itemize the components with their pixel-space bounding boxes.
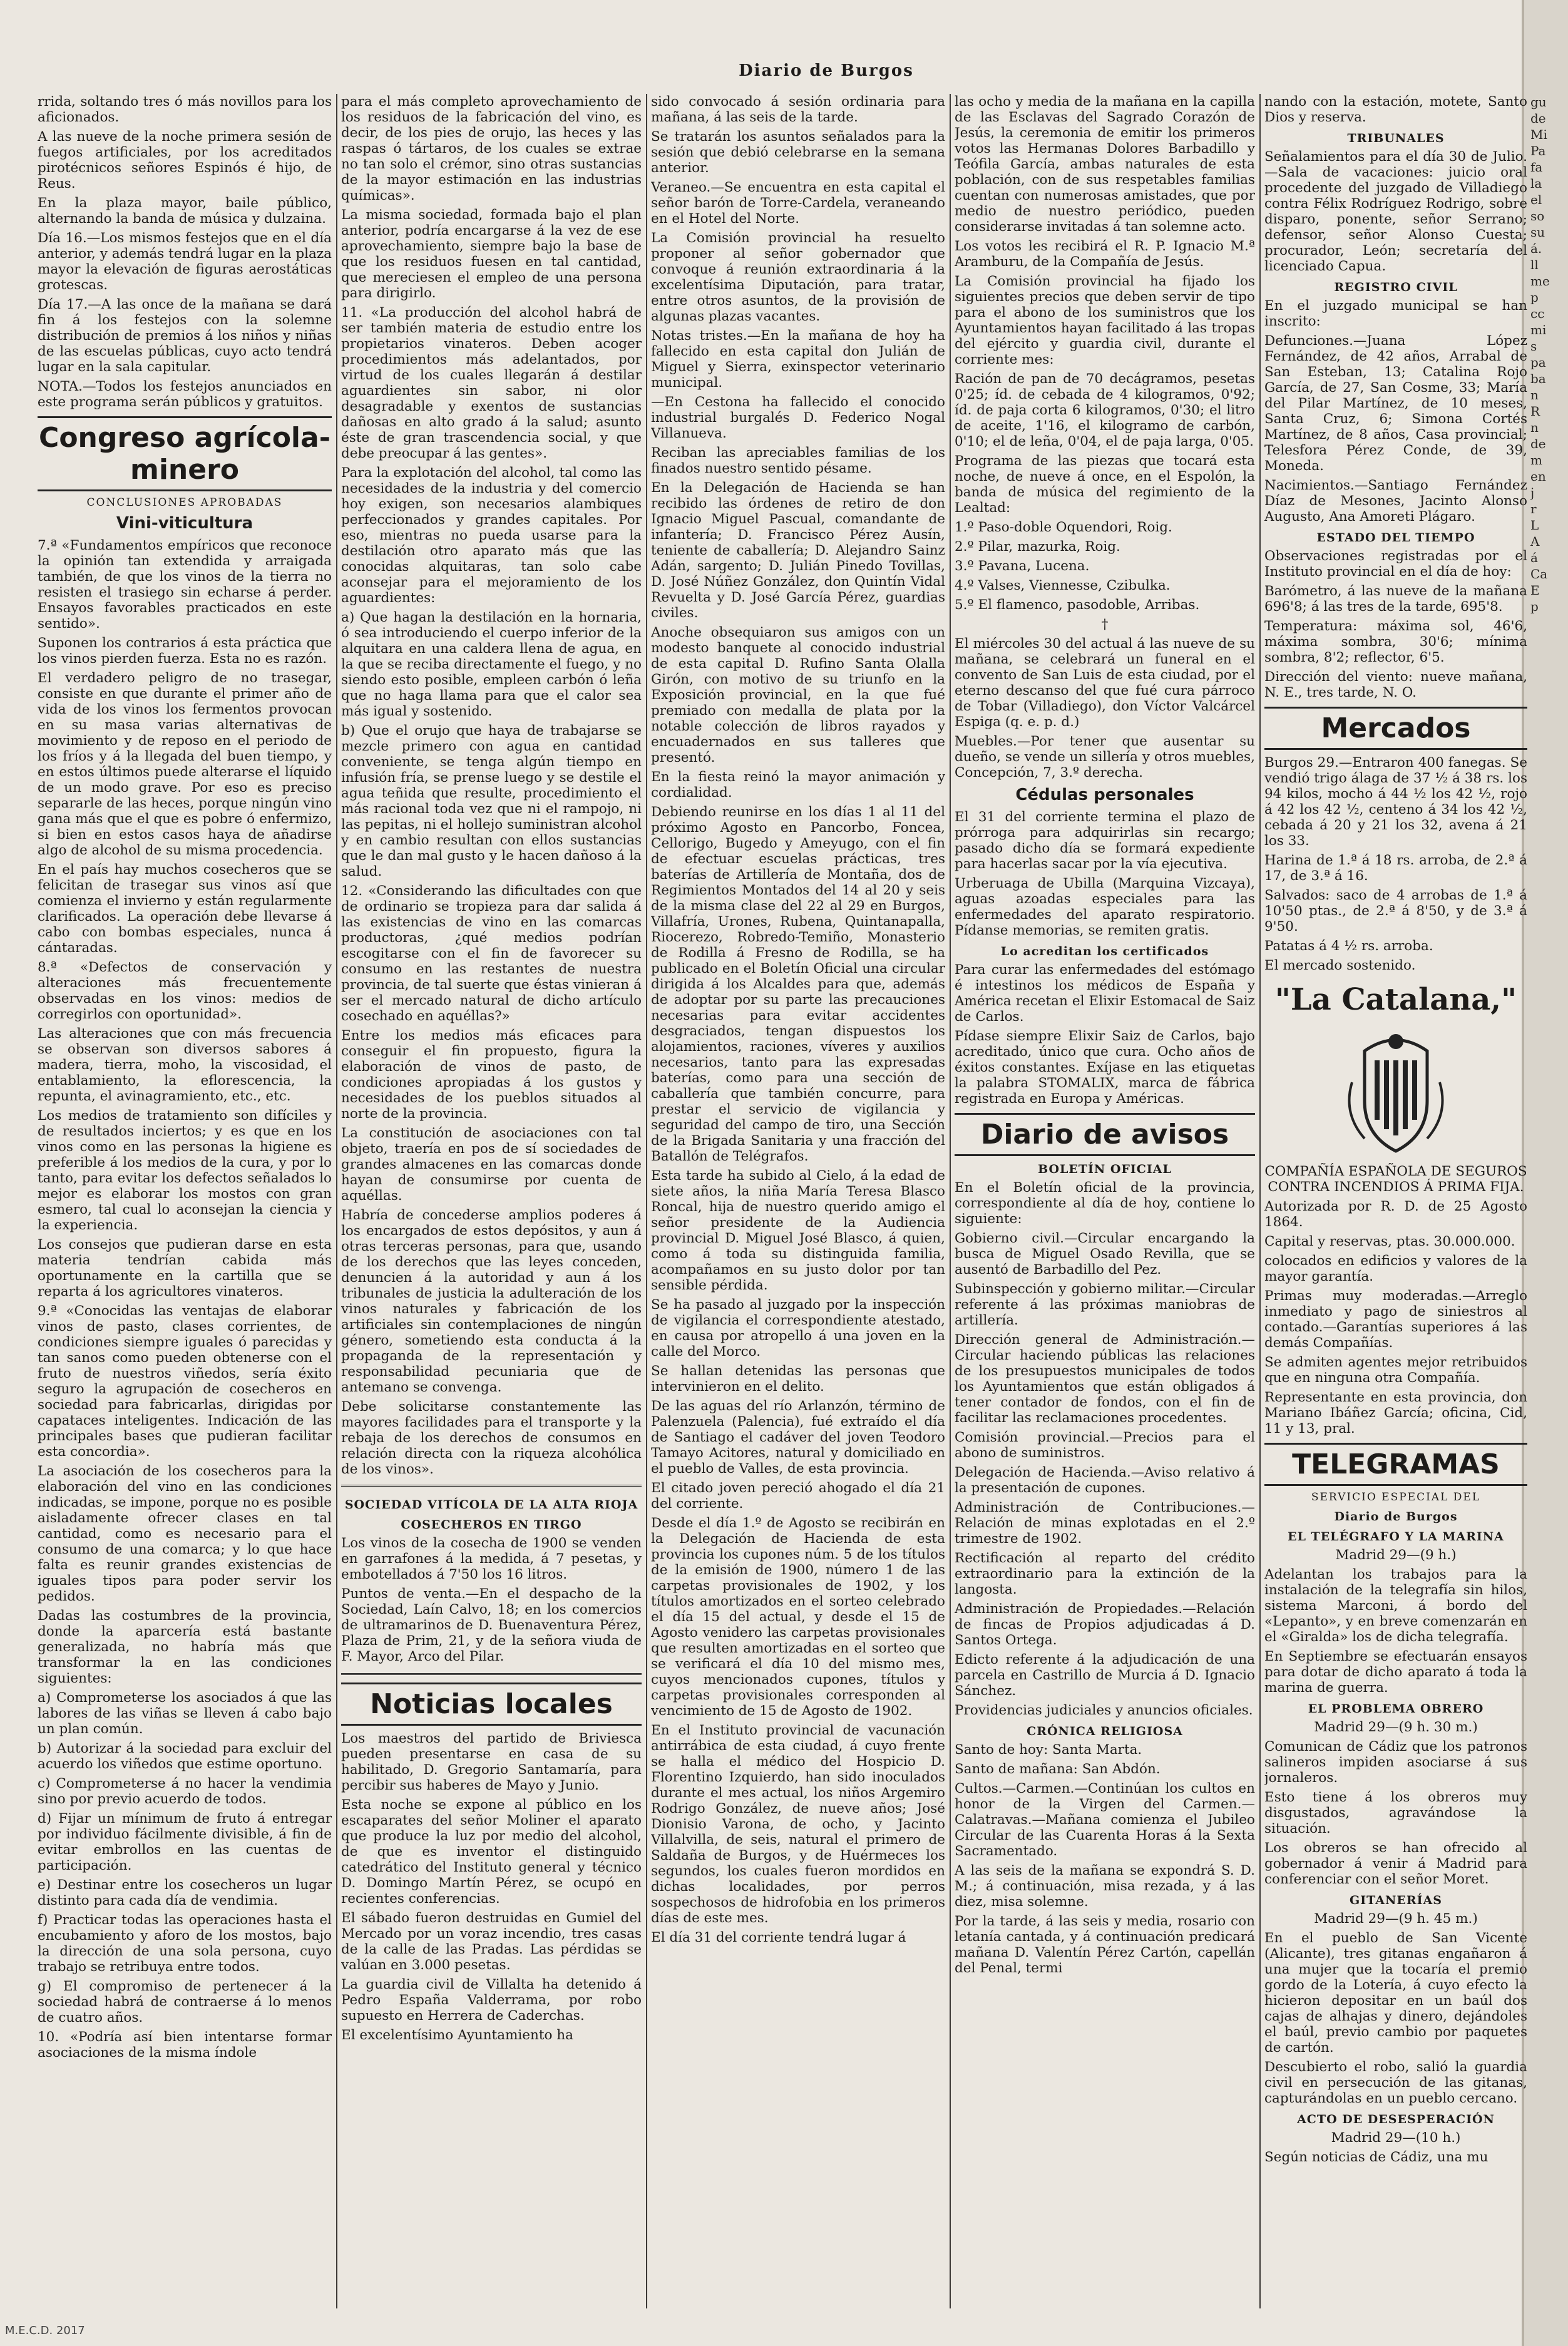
bleed-fragment: cc: [1530, 306, 1545, 321]
paragraph: Salvados: saco de 4 arrobas de 1.ª á 10'50 ptas., de 2.ª á 8'50, y de 3.ª á 9'50.: [1264, 888, 1527, 935]
paragraph: Se ha pasado al juzgado por la inspección de vigilancia el correspondiente atestado, en causa por atropello á una joven en la calle del Morco.: [651, 1297, 945, 1360]
bleed-fragment: mi: [1530, 322, 1547, 337]
paragraph: Harina de 1.ª á 18 rs. arroba, de 2.ª á 17, de 3.ª á 16.: [1264, 853, 1527, 884]
bleed-fragment: pa: [1530, 355, 1546, 370]
paragraph: 10. «Podría así bien intentarse formar asociaciones de la misma índole: [38, 2029, 332, 2061]
paragraph: Día 16.—Los mismos festejos que en el día anterior, y además tendrá lugar en la plaza mayor la elevación de figuras aerostáticas grotescas.: [38, 230, 332, 293]
paragraph: Barómetro, á las nueve de la mañana 696'8; á las tres de la tarde, 695'8.: [1264, 583, 1527, 615]
paragraph: Ración de pan de 70 decágramos, pesetas 0'25; íd. de cebada de 4 kilogramos, 0'92; íd. de paja corta 6 kilogramos, 0'30; el litro de aceite, 1'16, el kilogramo de carbón, 0'10; el de leña, 0'04, el de paja larga, 0'05.: [955, 371, 1255, 449]
paragraph: Programa de las piezas que tocará esta noche, de nueve á once, en el Espolón, la banda de música del regimiento de la Lealtad:: [955, 453, 1255, 516]
column-1: [38, 94, 332, 2308]
column-rule: [1259, 94, 1261, 2308]
paragraph: En el juzgado municipal se han inscrito:: [1264, 298, 1527, 329]
paragraph: Santo de hoy: Santa Marta.: [955, 1742, 1142, 1758]
bleed-fragment: A: [1530, 534, 1540, 549]
paragraph: rrida, soltando tres ó más novillos para los aficionados.: [38, 94, 332, 125]
bleed-fragment: ll: [1530, 257, 1539, 272]
section-headline: TELEGRAMAS: [1264, 1443, 1527, 1486]
paragraph: El mercado sostenido.: [1264, 958, 1416, 973]
bleed-fragment: n: [1530, 387, 1539, 402]
section-headline: Noticias locales: [341, 1683, 642, 1726]
paragraph: Rectificación al reparto del crédito extraordinario para la extinción de la langosta.: [955, 1550, 1255, 1597]
bleed-fragment: fa: [1530, 160, 1543, 175]
paragraph: Adelantan los trabajos para la instalación de la telegrafía sin hilos, sistema Marconi, á bordo del «Lepanto», y en breve comenzarán en el «Giralda» los de dicha telegrafía.: [1264, 1567, 1527, 1645]
paragraph: Pídase siempre Elixir Saiz de Carlos, bajo acreditado, único que cura. Ocho años de éxitos constantes. Exíjase en las etiquetas la palabra STOMALIX, marca de fábrica registrada en Europa y Américas.: [955, 1028, 1255, 1107]
paragraph: Cultos.—Carmen.—Continúan los cultos en honor de la Virgen del Carmen.—Calatravas.—Mañana comienza el Jubileo Circular de las Cuarenta Horas á la Sexta Sacramentado.: [955, 1781, 1255, 1859]
paragraph: Gobierno civil.—Circular encargando la busca de Miguel Osado Revilla, que se ausentó de Barbadillo del Pez.: [955, 1231, 1255, 1278]
paragraph: Habría de concederse amplios poderes á los encargados de estos depósitos, y aun á otras terceras personas, para que, usando de los derechos que las leyes conceden, denuncien á la autoridad y aun á los tribunales de justicia la adulteración de los vinos naturales y fabricación de los artificiales sin contemplaciones de ningún género, sometiendo esta conducta á la propaganda de la representación y responsabilidad pecuniaria que de antemano se convenga.: [341, 1207, 642, 1395]
bleed-fragment: de: [1530, 111, 1546, 126]
paragraph: La constitución de asociaciones con tal objeto, traería en pos de sí sociedades de grandes almacenes en las comarcas donde hayan de consumirse por cuenta de aquéllas.: [341, 1125, 642, 1204]
paragraph: En el país hay muchos cosecheros que se felicitan de trasegar sus vinos así que comienza el invierno y están regularmente clarificados. La operación debe llevarse á cabo con bombas especiales, nunca á cántaradas.: [38, 862, 332, 956]
paragraph: g) El compromiso de pertenecer á la sociedad habrá de contraerse á lo menos de cuatro años.: [38, 1979, 332, 2026]
bleed-fragment: en: [1530, 469, 1546, 484]
paragraph: En el Instituto provincial de vacunación antirrábica de esta ciudad, á cuyo frente se halla el médico del Hospicio D. Florentino Izquierdo, han sido inoculados durante el mes actual, los niños Argemiro Rodrigo González, de nueve años; José Dionisio Varona, de ocho, y Jacinto Villalvilla, de seis, natural el primero de Saldaña de Burgos, y de Huérmeces los segundos, los cuales fueron mordidos en dichas localidades, por perros sospechosos de hidrofobia en los primeros días de este mes.: [651, 1723, 945, 1926]
paragraph: El citado joven pereció ahogado el día 21 del corriente.: [651, 1480, 945, 1512]
paragraph: Capital y reservas, ptas. 30.000.000.: [1264, 1234, 1515, 1249]
paragraph: Las alteraciones que con más frecuencia se observan son diversos sabores á madera, tierra, moho, la viscosidad, el entablamiento, la eflorescencia, la repunta, el avinagramiento, etc., etc.: [38, 1026, 332, 1104]
paragraph: El día 31 del corriente tendrá lugar á: [651, 1930, 906, 1945]
paragraph: Observaciones registradas por el Instituto provincial en el día de hoy:: [1264, 548, 1527, 580]
paragraph: La Comisión provincial ha fijado los siguientes precios que deben servir de tipo para el abono de los suministros que los Ayuntamientos hayan facilitado á las tropas del ejército y guardia civil, durante el corriente mes:: [955, 274, 1255, 367]
paragraph: Los vinos de la cosecha de 1900 se venden en garrafones á la medida, á 7 pesetas, y embotellados á 7'50 los 16 litros.: [341, 1535, 642, 1582]
paragraph: A las nueve de la noche primera sesión de fuegos artificiales, por los acreditados pirotécnicos señores Espinós é hijo, de Reus.: [38, 129, 332, 192]
paragraph: Dirección del viento: nueve mañana, N. E., tres tarde, N. O.: [1264, 669, 1527, 700]
paragraph: Puntos de venta.—En el despacho de la Sociedad, Laín Calvo, 18; en los comercios de ultramarinos de D. Buenaventura Pérez, Plaza de Prim, 21, y de la señora viuda de F. Mayor, Arco del Pilar.: [341, 1586, 642, 1664]
section-headline: Mercados: [1264, 707, 1527, 750]
paragraph: Los maestros del partido de Briviesca pueden presentarse en casa de su habilitado, D. Gregorio Santamaría, para percibir sus haberes de Mayo y Junio.: [341, 1731, 642, 1793]
paragraph: Veraneo.—Se encuentra en esta capital el señor barón de Torre-Cardela, veraneando en el Hotel del Norte.: [651, 180, 945, 227]
section-heading: Lo acreditan los certificados: [1000, 945, 1209, 958]
paragraph: Suponen los contrarios á esta práctica que los vinos pierden fuerza. Esta no es razón.: [38, 635, 332, 667]
bleed-fragment: L: [1530, 518, 1539, 533]
paragraph: Comisión provincial.—Precios para el abono de suministros.: [955, 1430, 1255, 1461]
paragraph: —En Cestona ha fallecido el conocido industrial burgalés D. Federico Nogal Villanueva.: [651, 394, 945, 441]
column-2: [341, 94, 642, 2308]
bleed-fragment: s: [1530, 339, 1537, 354]
paragraph: Señalamientos para el día 30 de Julio.—Sala de vacaciones: juicio oral procedente del juzgado de Villadiego contra Félix Rodríguez Rodrigo, sobre disparo, ponente, señor Serrano; defensor, señor Alonso Cuesta; procurador, León; secretaría del licenciado Capua.: [1264, 149, 1527, 274]
paragraph: Burgos 29.—Entraron 400 fanegas. Se vendió trigo álaga de 37 ½ á 38 rs. los 94 kilos, mocho á 44 ½ los 42 ½, rojo á 42 los 42 ½, centeno á 34 los 42 ½, cebada á 20 y 21 los 32, avena á 21 los 33.: [1264, 755, 1527, 849]
paragraph: Anoche obsequiaron sus amigos con un modesto banquete al conocido industrial de esta capital D. Rufino Santa Olalla Girón, con motivo de su triunfo en la Exposición provincial, en la que fué premiado con medalla de plata por la notable colección de libros rayados y encuadernados en sus talleres que presentó.: [651, 625, 945, 766]
advertisement-title: "La Catalana,": [1274, 982, 1517, 1017]
paragraph: Esto tiene á los obreros muy disgustados, agravándose la situación.: [1264, 1790, 1527, 1836]
paragraph: Debiendo reunirse en los días 1 al 11 del próximo Agosto en Pancorbo, Foncea, Cellorigo, Bugedo y Ameyugo, con el fin de efectuar escuelas prácticas, tres baterías de Artillería de Montaña, dos de Regimientos Montados del 14 al 20 y seis de la misma clase del 22 al 29 en Burgos, Villafría, Urones, Rubena, Quintanapalla, Riocerezo, Robredo-Temiño, Monasterio de Rodilla á Fresno de Rodilla, se ha publicado en el Boletín Oficial una circular dirigida á los Alcaldes para que, además de adoptar por su parte las precauciones necesarias para evitar accidentes desgraciados, tengan dispuestos los alojamientos, raciones, víveres y auxilios necesarios, tanto para las expresadas baterías, como para una sección de caballería que también concurre, para prestar el servicio de vigilancia y seguridad del campo de tiro, una Sección de la Brigada Sanitaria y una fracción del Batallón de Telégrafos.: [651, 804, 945, 1164]
paragraph: Se hallan detenidas las personas que intervinieron en el delito.: [651, 1363, 945, 1395]
paragraph: Se admiten agentes mejor retribuidos que en ninguna otra Compañía.: [1264, 1355, 1527, 1386]
paragraph: En la fiesta reinó la mayor animación y cordialidad.: [651, 769, 945, 801]
paragraph: 8.ª «Defectos de conservación y alteraciones más frecuentemente observadas en los vinos: medios de corregirlos con oportunidad».: [38, 960, 332, 1022]
paragraph: Los votos les recibirá el R. P. Ignacio M.ª Aramburu, de la Compañía de Jesús.: [955, 238, 1255, 270]
paragraph: Defunciones.—Juana López Fernández, de 42 años, Arrabal de San Esteban, 13; Catalina Rojo García, de 27, San Cosme, 33; María del Pilar Martínez, de 10 meses, Santa Cruz, 6; Simona Cortés Martínez, de 8 años, Casa provincial; Telesfora Pérez Conde, de 39, Moneda.: [1264, 333, 1527, 474]
advertisement-box: [341, 1485, 642, 1675]
bleed-fragment: so: [1530, 208, 1545, 223]
paragraph: 9.ª «Conocidas las ventajas de elaborar vinos de pasto, clases corrientes, de condiciones siempre iguales ó parecidas y tan sanos como pueden obtenerse con el fruto de nuestros viñedos, sería éxito seguro la agrupación de cosecheros en sociedad para fabricarlas, dirigidas por capataces inteligentes. Indicación de las principales bases que pudieran facilitar esta concordia».: [38, 1303, 332, 1460]
paragraph: Representante en esta provincia, don Mariano Ibáñez García; oficina, Cid, 11 y 13, pral.: [1264, 1390, 1527, 1437]
paragraph: Muebles.—Por tener que ausentar su dueño, se vende un sillería y otros muebles, Concepción, 7, 3.º derecha.: [955, 734, 1255, 781]
paragraph: a) Comprometerse los asociados á que las labores de las viñas se lleven á cabo bajo un plan común.: [38, 1690, 332, 1737]
paragraph: las ocho y media de la mañana en la capilla de las Esclavas del Sagrado Corazón de Jesús, la ceremonia de emitir los primeros votos las Hermanas Dolores Barbadillo y Teófila García, ambas naturales de esta población, con de sus respetables familias cuentan con numerosas amistades, que por medio de nuestro periódico, pueden considerarse invitadas á tan solemne acto.: [955, 94, 1255, 235]
paragraph: Comunican de Cádiz que los patronos salineros impiden asociarse á sus jornaleros.: [1264, 1739, 1527, 1786]
paragraph: Según noticias de Cádiz, una mu: [1264, 2149, 1489, 2165]
bleed-fragment: p: [1530, 290, 1539, 305]
paragraph: f) Practicar todas las operaciones hasta el encubamiento y aforo de los mostos, bajo la dirección de una sola persona, cuyo trabajo se retribuya entre todos.: [38, 1912, 332, 1975]
paragraph: b) Autorizar á la sociedad para excluir del acuerdo los viñedos que estime oportuno.: [38, 1741, 332, 1772]
column-3: [651, 94, 945, 2308]
paragraph: 7.ª «Fundamentos empíricos que reconoce la opinión tan extendida y arraigada también, de que los vinos de la tierra no resisten el trasiego sin echarse á perder. Ensayos favorables practicados en este sentido».: [38, 538, 332, 632]
paragraph: 12. «Considerando las dificultades con que de ordinario se tropieza para dar salida á las existencias de vino en las comarcas productoras, ¿qué medios podrían escogitarse con el fin de favorecer su consumo en las restantes de nuestra provincia, de tal suerte que éstas vinieran á ser el mercado natural de dicho artículo cosechado en aquéllas?»: [341, 883, 642, 1024]
section-heading: TRIBUNALES: [1347, 131, 1445, 145]
paragraph: Esta tarde ha subido al Cielo, á la edad de siete años, la niña María Teresa Blasco Roncal, hija de nuestro querido amigo el señor presidente de la Audiencia provincial D. Miguel José Blasco, á quien, como á toda su distinguida familia, acompañamos en su justo dolor por tan sensible pérdida.: [651, 1168, 945, 1293]
paragraph: Administración de Propiedades.—Relación de fincas de Propios adjudicadas á D. Santos Ortega.: [955, 1601, 1255, 1648]
paragraph: Autorizada por R. D. de 25 Agosto 1864.: [1264, 1199, 1527, 1230]
paragraph: para el más completo aprovechamiento de los residuos de la fabricación del vino, es decir, de los pies de orujo, las heces y las raspas ó tártaros, de los cuales se extrae no tan solo el crémor, sino otras sustancias de la mayor estimación en las industrias químicas».: [341, 94, 642, 203]
bleed-fragment: el: [1530, 192, 1542, 207]
article-subhead: CONCLUSIONES APROBADAS: [86, 496, 283, 509]
paragraph: El miércoles 30 del actual á las nueve de su mañana, se celebrará un funeral en el convento de San Luis de esta ciudad, por el eterno descanso del que fué cura párroco de Tobar (Villadiego), don Víctor Valcárcel Espiga (q. e. p. d.): [955, 636, 1255, 730]
paragraph: b) Que el orujo que haya de trabajarse se mezcle primero con agua en cantidad conveniente, se tenga algún tiempo en infusión fría, se prense luego y se destile el agua teñida que resulte, procedimiento el más racional toda vez que ni el rampojo, ni las pepitas, ni el hollejo suministran alcohol y en cambio resultan con ellos sustancias que le dan mal gusto y le hacen dañoso á la salud.: [341, 723, 642, 879]
paragraph: Subinspección y gobierno militar.—Circular referente á las próximas maniobras de artillería.: [955, 1281, 1255, 1328]
paragraph: En el Boletín oficial de la provincia, correspondiente al día de hoy, contiene lo siguiente:: [955, 1180, 1255, 1227]
paragraph: En la Delegación de Hacienda se han recibido las órdenes de retiro de don Ignacio Miguel Pascual, comandante de infantería; D. Francisco Pérez Ausín, teniente de caballería; D. Alejandro Sainz Adán, sargento; D. Julián Pinedo Tovillas, D. José Núñez González, don Quintín Vidal Revuelta y D. José García Pérez, guardias civiles.: [651, 480, 945, 621]
paragraph: Día 17.—A las once de la mañana se dará fin á los festejos con la solemne distribución de premios á los niños y niñas de las escuelas públicas, cuyo acto tendrá lugar en la sala capitular.: [38, 297, 332, 375]
paragraph: Descubierto el robo, salió la guardia civil en persecución de las gitanas, capturándolas en un pueblo cercano.: [1264, 2059, 1527, 2106]
column-4: [955, 94, 1255, 2308]
paragraph: La asociación de los cosecheros para la elaboración del vino en las condiciones indicadas, se impone, porque no es posible aisladamente ofrecer clases en tal cantidad, como es necesario para el consumo de una comarca; y lo que hace falta es reunir grandes existencias de iguales tipos para poder servir los pedidos.: [38, 1463, 332, 1604]
paragraph: En Septiembre se efectuarán ensayos para dotar de dicho aparato á toda la marina de guerra.: [1264, 1649, 1527, 1696]
paragraph: nando con la estación, motete, Santo Dios y reserva.: [1264, 94, 1527, 125]
telegram-dateline: Madrid 29—(9 h. 45 m.): [1314, 1911, 1478, 1927]
paragraph: Entre los medios más eficaces para conseguir el fin propuesto, figura la elaboración de vinos de pasto, de condiciones apropiadas á los gustos y necesidades de los pueblos situados al norte de la provincia.: [341, 1028, 642, 1122]
paragraph: Santo de mañana: San Abdón.: [955, 1761, 1161, 1777]
paragraph: Providencias judiciales y anuncios oficiales.: [955, 1703, 1253, 1718]
paragraph: La misma sociedad, formada bajo el plan anterior, podría encargarse á la vez de ese aprovechamiento, siempre bajo la base de que los residuos fuesen en tal cantidad, que mereciesen el empleo de una persona para dirigirlo.: [341, 207, 642, 301]
paragraph: e) Destinar entre los cosecheros un lugar distinto para cada día de vendimia.: [38, 1877, 332, 1908]
bleed-fragment: E: [1530, 583, 1540, 598]
paragraph: La Comisión provincial ha resuelto proponer al señor gobernador que convoque á reunión extraordinaria á la excelentísima Diputación, para tratar, entre otros asuntos, de la provisión de algunas plazas vacantes.: [651, 230, 945, 324]
section-subhead: Diario de Burgos: [1334, 1510, 1458, 1524]
bleed-fragment: p: [1530, 599, 1539, 614]
bleed-fragment: gu: [1530, 95, 1547, 110]
telegram-heading: GITANERÍAS: [1350, 1893, 1442, 1907]
cross-mark: †: [1101, 617, 1109, 632]
program-item: 2.º Pilar, mazurka, Roig.: [955, 539, 1120, 555]
paragraph: Dirección general de Administración.—Circular haciendo públicas las relaciones de los presupuestos municipales de todos los Ayuntamientos que están obligados á tener contador de fondos, con el fin de facilitar las reclamaciones procedentes.: [955, 1332, 1255, 1426]
column-rule: [336, 94, 337, 2308]
bleed-fragment: la: [1530, 176, 1542, 191]
program-item: 1.º Paso-doble Oquendori, Roig.: [955, 520, 1172, 535]
paragraph: a) Que hagan la destilación en la hornaria, ó sea introduciendo el cuerpo inferior de la alquitara en una caldera llena de agua, en la que se reciba directamente el fuego, y no siendo esto posible, empleen carbón ó leña que no haga llama para que el calor sea más igual y sostenido.: [341, 610, 642, 719]
paragraph: Los obreros se han ofrecido al gobernador á venir á Madrid para conferenciar con el señor Moret.: [1264, 1840, 1527, 1887]
advertisement-title: SOCIEDAD VITÍCOLA DE LA ALTA RIOJA: [344, 1498, 638, 1512]
adjacent-page-text: [1530, 94, 1568, 2308]
paragraph: El sábado fueron destruidas en Gumiel del Mercado por un voraz incendio, tres casas de la calle de las Pradas. Las pérdidas se valúan en 3.000 pesetas.: [341, 1910, 642, 1973]
section-heading: REGISTRO CIVIL: [1334, 280, 1458, 294]
paragraph: Debe solicitarse constantemente las mayores facilidades para el transporte y la rebaja de los derechos de consumos en relación directa con la riqueza alcohólica de los vinos».: [341, 1399, 642, 1477]
paragraph: Nacimientos.—Santiago Fernández Díaz de Mesones, Jacinto Alonso Augusto, Ana Amoreti Plágaro.: [1264, 478, 1527, 525]
paragraph: Los medios de tratamiento son difíciles y de resultados inciertos; y es que en los vinos como en las personas la higiene es preferible á los medios de la cura, y por lo tanto, para evitar los defectos señalados lo mejor es elaborar los mostos con gran esmero, tal cual lo aconsejan la ciencia y la experiencia.: [38, 1108, 332, 1233]
telegram-dateline: Madrid 29—(10 h.): [1331, 2130, 1461, 2146]
paragraph: El excelentísimo Ayuntamiento ha: [341, 2027, 573, 2043]
section-heading: CRÓNICA RELIGIOSA: [1027, 1724, 1183, 1738]
bleed-fragment: n: [1530, 420, 1539, 435]
bleed-fragment: Mi: [1530, 127, 1547, 142]
section-heading: Vini-viticultura: [116, 514, 254, 533]
paragraph: Por la tarde, á las seis y media, rosario con letanía cantada, y á continuación predicará mañana D. Valentín Pérez Cartón, capellán del Penal, termi: [955, 1913, 1255, 1976]
paragraph: Patatas á 4 ½ rs. arroba.: [1264, 938, 1433, 954]
paragraph: COMPAÑÍA ESPAÑOLA DE SEGUROS CONTRA INCENDIOS Á PRIMA FIJA.: [1264, 1164, 1527, 1195]
paragraph: En el pueblo de San Vicente (Alicante), tres gitanas engañaron á una mujer que la tocaría el premio gordo de la Lotería, á cuyo efecto la hicieron depositar en un baúl dos cajas de alhajas y dinero, dejándoles el baúl, previo cambio por paquetes de cartón.: [1264, 1930, 1527, 2056]
section-heading: Cédulas personales: [1015, 786, 1194, 804]
paragraph: Primas muy moderadas.—Arreglo inmediato y pago de siniestros al contado.—Garantías superiores á las demás Compañías.: [1264, 1288, 1527, 1351]
paragraph: 11. «La producción del alcohol habrá de ser también materia de estudio entre los propietarios vinateros. Deben acoger procedimientos más adelantados, por virtud de los cuales llegarán á destilar aguardientes sin sabor, ni olor desagradable y exentos de sustancias dañosas en alto grado á la salud; asunto éste de gran trascendencia social, y que debe preocupar á las gentes».: [341, 305, 642, 461]
bleed-fragment: R: [1530, 404, 1540, 419]
paragraph: Los consejos que pudieran darse en esta materia tendrían cabida más oportunamente en la cartilla que se reparta á los agricultores vinateros.: [38, 1237, 332, 1299]
program-item: 5.º El flamenco, pasodoble, Arribas.: [955, 597, 1200, 613]
paragraph: Se tratarán los asuntos señalados para la sesión que debió celebrarse en la semana anterior.: [651, 129, 945, 176]
paragraph: Notas tristes.—En la mañana de hoy ha fallecido en esta capital don Julián de Miguel y Sierra, exinspector veterinario municipal.: [651, 328, 945, 391]
archive-footer: M.E.C.D. 2017: [5, 2324, 85, 2337]
program-item: 3.º Pavana, Lucena.: [955, 558, 1090, 574]
telegram-dateline: Madrid 29—(9 h.): [1335, 1547, 1457, 1563]
paragraph: Para la explotación del alcohol, tal como las necesidades de la industria y del comercio hoy exigen, son necesarios alambiques perfeccionados y grandes capitales. Por eso, mientras no pueda usarse para la destilación otro aparato más que las conocidas alquitaras, tan solo cabe aconsejar para el mejoramiento de los aguardientes:: [341, 465, 642, 606]
paragraph: Temperatura: máxima sol, 46'6, máxima sombra, 30'6; mínima sombra, 8'2; reflector, 6'5.: [1264, 618, 1527, 665]
section-heading: BOLETÍN OFICIAL: [1038, 1162, 1172, 1176]
telegram-heading: ACTO DE DESESPERACIÓN: [1297, 2113, 1495, 2126]
paragraph: El verdadero peligro de no trasegar, consiste en que durante el primer año de vida de los vinos los fermentos provocan en su masa varias alternativas de movimiento y de reposo en el periodo de los fríos y á la llegada del buen tiempo, y en estos últimos puede alterarse el líquido de un modo grave. Por eso es preciso separarle de las heces, porque ningún vino gana más que el que es pobre ó enfermizo, si bien en estos casos haya de añadirse algo de alcohol de su misma procedencia.: [38, 670, 332, 858]
section-headline: Diario de avisos: [955, 1113, 1255, 1156]
paragraph: Urberuaga de Ubilla (Marquina Vizcaya), aguas azoadas especiales para las enfermedades del aparato respiratorio. Pídanse memorias, se remiten gratis.: [955, 876, 1255, 938]
paragraph: Edicto referente á la adjudicación de una parcela en Castrillo de Murcia á D. Ignacio Sánchez.: [955, 1652, 1255, 1699]
bleed-fragment: Pa: [1530, 143, 1546, 158]
column-5: [1264, 94, 1527, 2308]
bleed-fragment: á: [1530, 550, 1538, 565]
coat-of-arms-icon: [1340, 1026, 1452, 1157]
paragraph: En la plaza mayor, baile público, alternando la banda de música y dulzaina.: [38, 195, 332, 227]
telegram-dateline: Madrid 29—(9 h. 30 m.): [1314, 1719, 1478, 1735]
bleed-fragment: r: [1530, 501, 1537, 516]
bleed-fragment: su: [1530, 225, 1545, 240]
bleed-fragment: Ca: [1530, 566, 1548, 581]
column-rule: [646, 94, 647, 2308]
bleed-fragment: ba: [1530, 371, 1546, 386]
paragraph: Esta noche se expone al público en los escaparates del señor Moliner el aparato que produce la luz por medio del alcohol, de que es inventor el distinguido catedrático del Instituto general y técnico D. Domingo Martín Pérez, se ocupó en recientes conferencias.: [341, 1797, 642, 1907]
paragraph: sido convocado á sesión ordinaria para mañana, á las seis de la tarde.: [651, 94, 945, 125]
paragraph: De las aguas del río Arlanzón, término de Palenzuela (Palencia), fué extraído el día de Santiago el cadáver del joven Teodoro Tamayo Acitores, natural y domiciliado en el pueblo de Valles, de esta provincia.: [651, 1398, 945, 1477]
advertisement-subtitle: COSECHEROS EN TIRGO: [401, 1518, 582, 1532]
bleed-fragment: me: [1530, 274, 1550, 289]
paragraph: Para curar las enfermedades del estómago é intestinos los médicos de España y América recetan el Elixir Estomacal de Saiz de Carlos.: [955, 962, 1255, 1025]
paragraph: Delegación de Hacienda.—Aviso relativo á la presentación de cupones.: [955, 1465, 1255, 1496]
bleed-fragment: de: [1530, 436, 1546, 451]
telegram-heading: EL PROBLEMA OBRERO: [1308, 1702, 1484, 1716]
section-heading: ESTADO DEL TIEMPO: [1316, 531, 1475, 545]
program-item: 4.º Valses, Viennesse, Czibulka.: [955, 578, 1171, 593]
telegram-heading: EL TELÉGRAFO Y LA MARINA: [1288, 1530, 1504, 1544]
masthead: Diario de Burgos: [739, 61, 914, 80]
paragraph: Dadas las costumbres de la provincia, donde la aparcería está bastante generalizada, no habría más que transformar la en las condiciones siguientes:: [38, 1608, 332, 1686]
paragraph: A las seis de la mañana se expondrá S. D. M.; á continuación, misa rezada, y á las diez, misa solemne.: [955, 1863, 1255, 1910]
bleed-fragment: á.: [1530, 241, 1542, 256]
bleed-fragment: m: [1530, 453, 1542, 468]
bleed-fragment: j: [1530, 485, 1535, 500]
paragraph: NOTA.—Todos los festejos anunciados en este programa serán públicos y gratuitos.: [38, 379, 332, 410]
paragraph: c) Comprometerse á no hacer la vendimia sino por previo acuerdo de todos.: [38, 1776, 332, 1807]
section-subhead: SERVICIO ESPECIAL DEL: [1311, 1491, 1481, 1503]
paragraph: Administración de Contribuciones.—Relación de minas explotadas en el 2.º trimestre de 1902.: [955, 1500, 1255, 1547]
paragraph: Reciban las apreciables familias de los finados nuestro sentido pésame.: [651, 445, 945, 476]
paragraph: El 31 del corriente termina el plazo de prórroga para adquirirlas sin recargo; pasado dicho día se formará expediente para hacerlas sacar por la vía ejecutiva.: [955, 809, 1255, 872]
paragraph: Desde el día 1.º de Agosto se recibirán en la Delegación de Hacienda de esta provincia los cupones núm. 5 de los títulos de la emisión de 1900, número 1 de las carpetas provisionales de 1902, y los títulos amortizados en el sorteo celebrado el día 15 del actual, y desde el 15 de Agosto venidero las carpetas provisionales que resulten amortizadas en el sorteo que se verificará el día 10 del mismo mes, cuyos mencionados cupones, títulos y carpetas provisionales corresponden al vencimiento de 15 de Agosto de 1902.: [651, 1515, 945, 1719]
article-headline: Congreso agrícola-minero: [38, 416, 332, 491]
column-rule: [950, 94, 951, 2308]
paragraph: d) Fijar un mínimum de fruto á entregar por individuo fácilmente divisible, á fin de evitar embrollos en las cuentas de participación.: [38, 1811, 332, 1873]
paragraph: colocados en edificios y valores de la mayor garantía.: [1264, 1253, 1527, 1284]
paragraph: La guardia civil de Villalta ha detenido á Pedro España Valderrama, por robo supuesto en Herrera de Caderchas.: [341, 1977, 642, 2024]
